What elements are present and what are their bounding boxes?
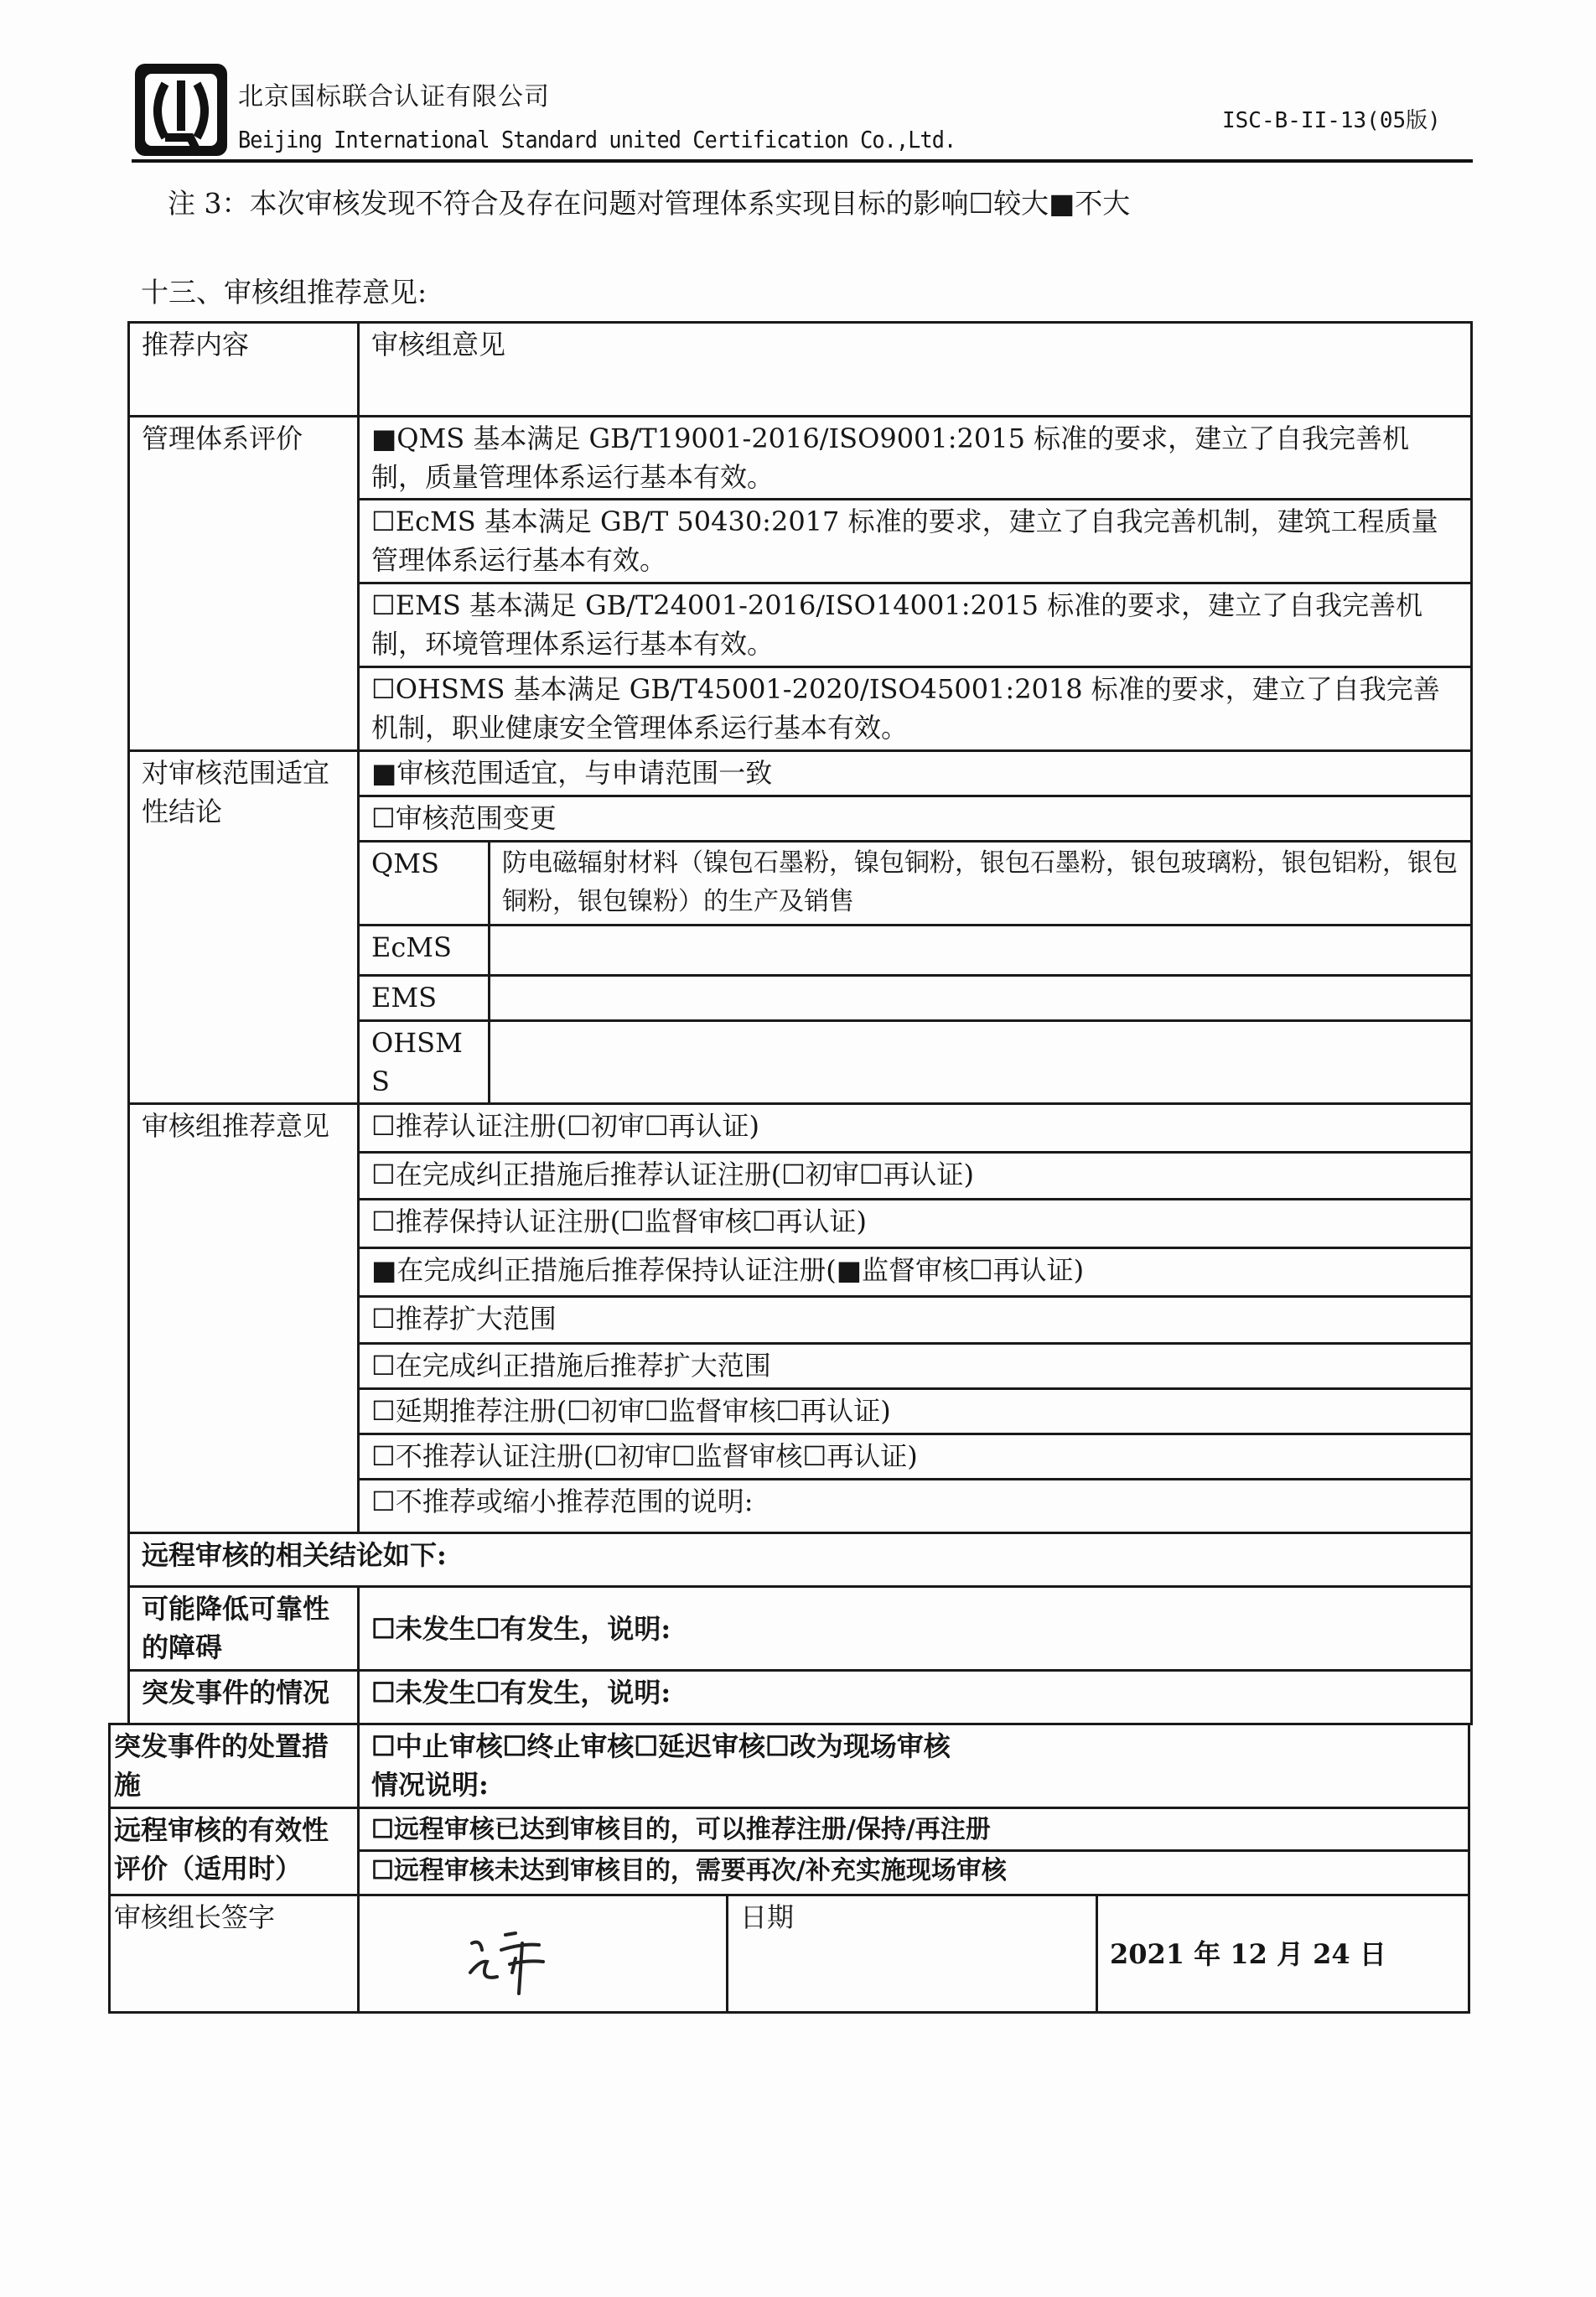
scope-system-value: 防电磁辐射材料（镍包石墨粉，镍包铜粉，银包石墨粉，银包玻璃粉，银包铝粉，银包铜粉，银包镍粉）的生产及销售: [490, 842, 1472, 926]
date-label: 日期: [728, 1895, 1097, 2013]
signature-image: [464, 1910, 564, 2002]
scope-system-name: QMS: [359, 842, 490, 926]
recommend-option: ☐推荐扩大范围: [359, 1297, 1472, 1344]
mgmt-eval-qms: ■QMS 基本满足 GB/T19001-2016/ISO9001:2015 标准的要求，建立了自我完善机制，质量管理体系运行基本有效。: [359, 417, 1472, 500]
remote-audit-table: [108, 1723, 1470, 2014]
recommend-option: ☐在完成纠正措施后推荐扩大范围: [359, 1344, 1472, 1389]
note-3: 注 3：本次审核发现不符合及存在问题对管理体系实现目标的影响☐较大■不大: [168, 187, 1131, 220]
mgmt-eval-ems: ☐EMS 基本满足 GB/T24001-2016/ISO14001:2015 标准的要求，建立了自我完善机制，环境管理体系运行基本有效。: [359, 583, 1472, 667]
measures-label: 突发事件的处置措施: [110, 1724, 359, 1808]
scope-system-value: [490, 926, 1472, 976]
company-logo: [132, 60, 231, 161]
obstacle-value: ☐未发生☐有发生，说明:: [359, 1587, 1472, 1671]
scope-system-value: [490, 976, 1472, 1021]
scope-appropriate: ■审核范围适宜，与申请范围一致: [359, 751, 1472, 796]
recommend-option: ☐不推荐或缩小推荐范围的说明:: [359, 1480, 1472, 1533]
leader-sign-label: 审核组长签字: [110, 1895, 359, 2013]
effect-cell: [359, 1808, 1469, 1895]
form-code: ISC-B-II-13(05版): [1222, 108, 1441, 133]
emergency-value: ☐未发生☐有发生，说明:: [359, 1671, 1472, 1724]
company-name-en: Beijing International Standard united Certification Co.,Ltd.: [238, 126, 956, 153]
mgmt-eval-ecms: ☐EcMS 基本满足 GB/T 50430:2017 标准的要求，建立了自我完善机制，建筑工程质量管理体系运行基本有效。: [359, 500, 1472, 583]
recommend-option: ☐推荐认证注册(☐初审☐再认证): [359, 1104, 1472, 1153]
remote-title: 远程审核的相关结论如下:: [129, 1533, 1472, 1587]
recommend-option: ☐在完成纠正措施后推荐认证注册(☐初审☐再认证): [359, 1153, 1472, 1200]
emergency-label: 突发事件的情况: [129, 1671, 359, 1724]
mgmt-eval-ohsms: ☐OHSMS 基本满足 GB/T45001-2020/ISO45001:2018 标准的要求，建立了自我完善机制，职业健康安全管理体系运行基本有效。: [359, 667, 1472, 751]
scope-changed: ☐审核范围变更: [359, 796, 1472, 842]
tables-container: [108, 321, 1473, 2014]
scope-system-name: EMS: [359, 976, 490, 1021]
measures-cell: [359, 1724, 1469, 1808]
measures-value: ☐中止审核☐终止审核☐延迟审核☐改为现场审核: [371, 1730, 951, 1762]
date-value: 2021 年 12 月 24 日: [1097, 1895, 1469, 2013]
obstacle-label: 可能降低可靠性的障碍: [129, 1587, 359, 1671]
scope-system-name: EcMS: [359, 926, 490, 976]
measures-note: 情况说明:: [371, 1769, 489, 1801]
recommend-option: ■在完成纠正措施后推荐保持认证注册(■监督审核☐再认证): [359, 1248, 1472, 1297]
col-header-opinion: 审核组意见: [359, 323, 1472, 417]
recommend-option: ☐推荐保持认证注册(☐监督审核☐再认证): [359, 1200, 1472, 1248]
header-divider: [132, 159, 1473, 163]
scope-system-name: OHSMS: [359, 1021, 490, 1104]
recommend-option: ☐延期推荐注册(☐初审☐监督审核☐再认证): [359, 1389, 1472, 1434]
col-header-content: 推荐内容: [129, 323, 359, 417]
effect-label: 远程审核的有效性评价（适用时）: [110, 1808, 359, 1895]
effect-yes: ☐远程审核已达到审核目的，可以推荐注册/保持/再注册: [360, 1811, 1468, 1852]
company-name-cn: 北京国标联合认证有限公司: [238, 82, 550, 111]
scope-label: 对审核范围适宜性结论: [129, 751, 359, 1104]
recommendation-table: [127, 321, 1473, 1725]
recommend-option: ☐不推荐认证注册(☐初审☐监督审核☐再认证): [359, 1434, 1472, 1480]
signature-cell: [359, 1895, 728, 2013]
scope-system-value: [490, 1021, 1472, 1104]
section-title: 十三、审核组推荐意见:: [141, 276, 428, 309]
mgmt-eval-label: 管理体系评价: [129, 417, 359, 751]
effect-no: ☐远程审核未达到审核目的，需要再次/补充实施现场审核: [371, 1856, 1007, 1885]
recommend-label: 审核组推荐意见: [129, 1104, 359, 1533]
